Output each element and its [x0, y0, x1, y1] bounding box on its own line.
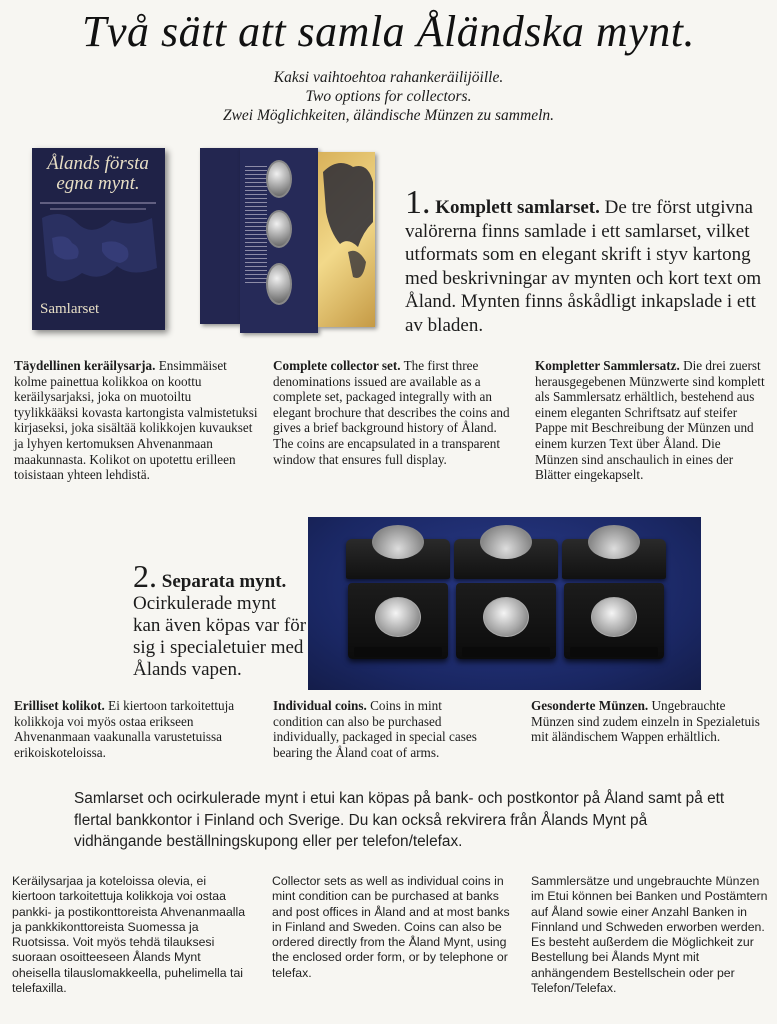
section2-column-finnish — [14, 698, 259, 760]
coin-case — [562, 539, 666, 667]
section2-column-english — [273, 698, 493, 760]
booklet-text-block — [245, 166, 267, 286]
column-heading: Erilliset kolikot. — [14, 698, 105, 713]
scandinavia-map-graphic — [318, 152, 375, 327]
column-text: Coins in mint condition can also be purchased individually, packaged in special cases bearing the Åland coat of arms. — [273, 698, 477, 760]
booklet-closed-photo — [32, 148, 165, 330]
coin-icon — [591, 597, 637, 637]
summary-paragraph: Samlarset och ocirkulerade mynt i etui kan köpas på bank- och postkontor på Åland samt på ett flertal bankkontor i Finland och Sverige. Du kan också rekvirera från Ålands Mynt på vidhängande beställningskupong eller per telefon/telefax. — [74, 790, 725, 850]
footer-column-german: Sammlersätze und ungebrauchte Münzen im Etui können bei Banken und Postämtern auf Åland sowie einer Anzahl Banken in Finnland und Schweden erworben werden. Es besteht außerdem die Möglichkeit zur Bestellung bei Ålands Mynt mit anhängendem Bestellschein oder per Telefon/Telefax. — [531, 874, 768, 996]
section1-number: 1. — [405, 184, 431, 221]
subtitle-english: Two options for collectors. — [305, 88, 472, 105]
subtitle-finnish: Kaksi vaihtoehtoa rahankeräilijöille. — [273, 69, 504, 86]
footer-column-english: Collector sets as well as individual coins in mint condition can be purchased at banks and post offices in Åland and at most banks in Finland and Sweden. Coins can also be ordered directly from the Åland Mynt, using the enclosed order form, or by telephone or telefax. — [272, 874, 510, 980]
section2-heading: Separata mynt. — [161, 571, 287, 592]
section2-column-german — [531, 698, 766, 745]
column-heading: Gesonderte Münzen. — [531, 698, 649, 713]
coin-case — [454, 539, 558, 667]
coin-icon — [266, 263, 292, 305]
column-text: The first three denominations issued are available as a complete set, packaged integrally with an elegant brochure that describes the coins and gives a brief background history of Åland. The coins are encapsulated in a transparent window that ensures full display. — [273, 358, 510, 467]
booklet-label: Samlarset — [40, 301, 100, 317]
subtitle-german: Zwei Möglichkeiten, äländische Münzen zu sammeln. — [222, 107, 555, 124]
column-heading: Complete collector set. — [273, 358, 401, 373]
subtitles — [0, 68, 777, 125]
column-text: Ei kiertoon tarkoitettuja kolikkoja voi myös ostaa erikseen Ahvenanmaan vaakunalla varustetuissa erikoiskoteloissa. — [14, 698, 235, 760]
page-title: Två sätt att samla Åländska mynt. — [82, 7, 695, 56]
section1-heading: Komplett samlarset. — [435, 197, 600, 218]
section1-text — [405, 184, 765, 337]
coin-icon — [483, 597, 529, 637]
booklet-title: Ålands första egna mynt. — [47, 153, 149, 194]
footer-column-finnish: Keräilysarjaa ja koteloissa olevia, ei kiertoon tarkoitettuja kolikkoja voi ostaa pankki- ja postikonttoreista Ahvenanmaalla ja pankkikonttoreista Suomessa ja Ruotsissa. Voit myös tehdä tilauksesi suoraan osoitteeseen Ålands Mynt oheisella tilauslomakkeella, puhelimella tai telefaxilla. — [12, 874, 246, 996]
section2-body: Ocirkulerade mynt kan även köpas var för sig i specialetuier med Ålands vapen. — [133, 593, 307, 680]
section2-number: 2. — [133, 558, 157, 594]
coin-icon — [266, 160, 292, 198]
coin-icon — [375, 597, 421, 637]
section2-text — [133, 558, 308, 681]
column-text: Ungebrauchte Münzen sind zudem einzeln in Spezialetuis mit äländischem Wappen erhältlich. — [531, 698, 760, 745]
section1-column-finnish — [14, 358, 259, 483]
booklet-open-photo — [200, 148, 375, 333]
coin-case — [346, 539, 450, 667]
booklet-left-panel — [200, 148, 240, 324]
column-text: Ensimmäiset kolme painettua kolikkoa on koottu keräilysarjaksi, joka on muotoiltu tyylikkääksi kovasta kartongista valmistetuksi kirjaseksi, joka sisältää kolikkojen kuvaukset ja lyhyen kertomuksen Ahvenanmaan maakunnasta. Kolikot on upotettu erilleen toisistaan yhteen lehdistä. — [14, 358, 258, 483]
booklet-map-panel — [318, 152, 375, 327]
coin-icon — [266, 210, 292, 248]
section1-column-german — [535, 358, 767, 483]
section1-column-english — [273, 358, 518, 467]
column-heading: Täydellinen keräilysarja. — [14, 358, 156, 373]
section1-body: De tre först utgivna valörerna finns samlade i ett samlarset, vilket utformats som en elegant skrift i styv kartong med beskrivningar av mynten och kort text om Åland. Mynten finns åskådligt inkapslade i ett av bladen. — [405, 197, 762, 336]
column-heading: Kompletter Sammlersatz. — [535, 358, 680, 373]
column-heading: Individual coins. — [273, 698, 367, 713]
column-text: Die drei zuerst herausgegebenen Münzwerte sind komplett als Sammlersatz erhältlich, bestehend aus einem eleganten Schriftsatz auf steifer Pappe mit Beschreibung der Münzen und einem kurzen Text über Åland. Die Münzen sind anschaulich in eines der Blätter eingekapselt. — [535, 358, 765, 483]
coin-cases-photo — [308, 517, 701, 690]
